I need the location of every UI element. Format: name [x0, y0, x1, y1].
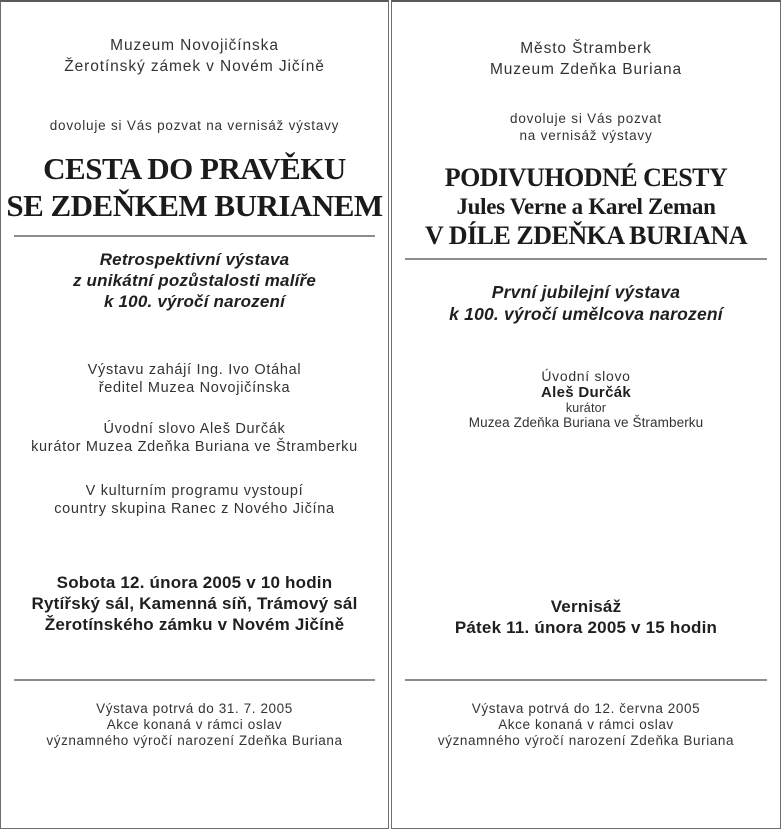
organizer-line-1: Muzeum Novojičínska: [110, 37, 279, 54]
footer-right: [392, 701, 780, 749]
title-line-2: SE ZDEŇKEM BURIANEM: [6, 188, 383, 223]
opening-line-1: Výstavu zahájí Ing. Ivo Otáhal: [87, 362, 302, 378]
event-line-1: Vernisáž: [550, 597, 622, 616]
intro-line-2: Aleš Durčák: [540, 384, 631, 401]
exhibition-subtitle-right: [392, 281, 780, 325]
organizer-line-1: Město Štramberk: [520, 40, 652, 57]
event-line-3: Žerotínského zámku v Novém Jičíně: [44, 615, 345, 634]
title-line-1: CESTA DO PRAVĚKU: [43, 151, 346, 186]
event-line-2: Pátek 11. února 2005 v 15 hodin: [454, 618, 718, 637]
invitation-card-left: [0, 0, 389, 829]
subtitle-line-3: k 100. výročí narození: [103, 292, 286, 311]
invitation-text-left: dovoluje si Vás pozvat na vernisáž výstavy: [49, 118, 340, 133]
event-details-left: [1, 572, 388, 635]
footer-line-2: Akce konaná v rámci oslav: [498, 717, 674, 732]
organizer-line-2: Muzeum Zdeňka Buriana: [489, 61, 683, 78]
organizer-header-right: [392, 38, 780, 80]
exhibition-subtitle-left: [1, 249, 388, 312]
subtitle-line-2: z unikátní pozůstalosti malíře: [72, 271, 317, 290]
intro-line-4: Muzea Zdeňka Buriana ve Štramberku: [468, 415, 704, 430]
title-line-3: V DÍLE ZDEŇKA BURIANA: [424, 221, 748, 250]
exhibition-title-left: [1, 150, 388, 224]
intro-speaker-right: [392, 368, 780, 430]
opening-speaker-left: [1, 361, 388, 397]
title-line-1: PODIVUHODNÉ CESTY: [444, 163, 728, 192]
title-line-2: Jules Verne a Karel Zeman: [456, 194, 716, 219]
invitation-line-1: dovoluje si Vás pozvat: [510, 111, 662, 126]
event-line-1: Sobota 12. února 2005 v 10 hodin: [56, 573, 333, 592]
subtitle-line-1: První jubilejní výstava: [491, 282, 681, 302]
footer-line-3: významného výročí narození Zdeňka Buriana: [46, 733, 343, 748]
subtitle-line-2: k 100. výročí umělcova narození: [449, 304, 723, 324]
footer-line-1: Výstava potrvá do 12. června 2005: [471, 701, 701, 716]
intro-line-2: kurátor Muzea Zdeňka Buriana ve Štramberku: [31, 439, 358, 455]
exhibition-title-right: [392, 163, 780, 250]
divider-rule-top-left: [14, 235, 375, 237]
organizer-header-left: [1, 35, 388, 77]
footer-line-1: Výstava potrvá do 31. 7. 2005: [96, 701, 293, 716]
subtitle-line-1: Retrospektivní výstava: [99, 250, 290, 269]
divider-rule-bottom-left: [14, 679, 375, 681]
divider-rule-bottom-right: [405, 679, 767, 681]
program-line-2: country skupina Ranec z Nového Jičína: [54, 501, 335, 517]
cultural-program-left: [1, 482, 388, 518]
organizer-line-2: Žerotínský zámek v Novém Jičíně: [64, 58, 325, 75]
intro-speaker-left: [1, 420, 388, 456]
event-line-2: Rytířský sál, Kamenná síň, Trámový sál: [31, 594, 358, 613]
footer-line-3: významného výročí narození Zdeňka Buriana: [437, 733, 735, 748]
program-line-1: V kulturním programu vystoupí: [85, 483, 304, 499]
intro-line-1: Úvodní slovo Aleš Durčák: [103, 421, 286, 437]
opening-line-2: ředitel Muzea Novojičínska: [98, 380, 291, 396]
intro-line-1: Úvodní slovo: [541, 368, 631, 384]
intro-line-3: kurátor: [565, 401, 607, 415]
divider-rule-top-right: [405, 258, 767, 260]
invitation-card-right: [391, 0, 781, 829]
footer-line-2: Akce konaná v rámci oslav: [106, 717, 283, 732]
invitation-text-right: [392, 110, 780, 144]
event-details-right: [392, 596, 780, 638]
footer-left: [1, 701, 388, 749]
invitation-line-2: na vernisáž výstavy: [519, 128, 653, 143]
